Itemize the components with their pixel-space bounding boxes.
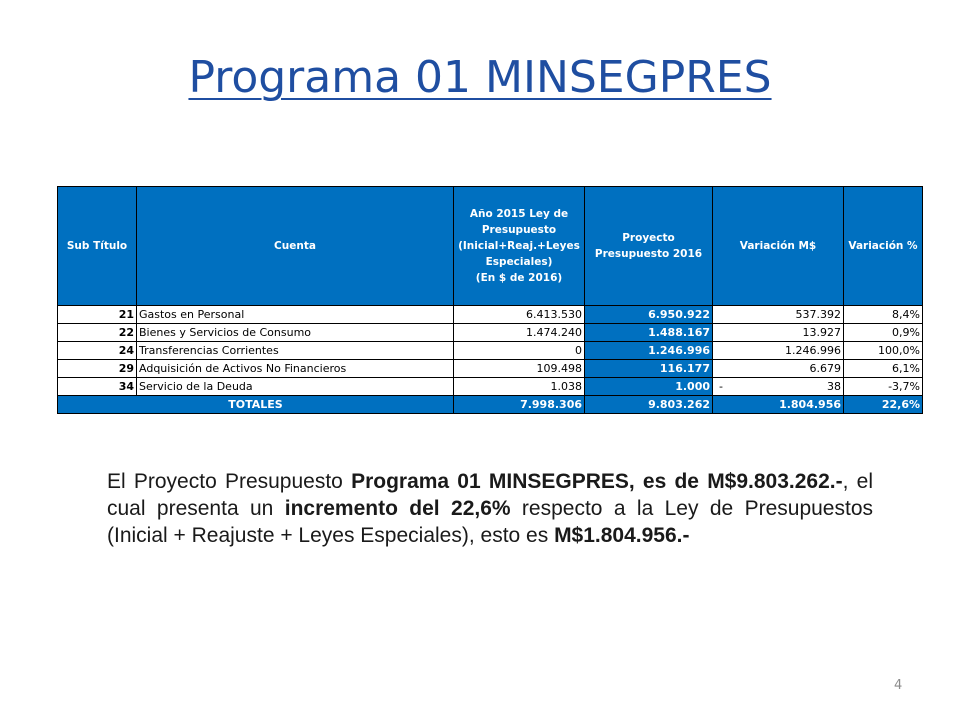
cell-ley: 109.498 [454,360,585,378]
header-proyecto: Proyecto Presupuesto 2016 [585,187,713,306]
cell-variacion-value: 1.246.996 [785,344,841,357]
table-row [58,342,923,360]
cell-variacion-pct: 0,9% [844,324,923,342]
cell-variacion-m [713,360,844,378]
table-row [58,360,923,378]
cell-ley: 1.038 [454,378,585,396]
totals-ley: 7.998.306 [454,396,585,414]
summary-text-2: , el cual presenta un [107,470,874,520]
cell-proyecto: 6.950.922 [585,306,713,324]
summary-text-1: El Proyecto Presupuesto [107,470,352,493]
cell-variacion-m [713,324,844,342]
header-ley-line1: Año 2015 Ley de Presupuesto (Inicial+Reaj.+Leyes Especiales) [458,208,580,268]
cell-variacion-sign: - [719,380,723,393]
cell-cuenta: Transferencias Corrientes [137,342,454,360]
summary-bold-3: M$1.804.956.- [554,524,690,547]
summary-bold-2: incremento del 22,6% [284,497,511,520]
cell-proyecto: 1.000 [585,378,713,396]
cell-proyecto: 116.177 [585,360,713,378]
cell-variacion-pct: -3,7% [844,378,923,396]
budget-table [57,186,923,414]
totals-variacion-m: 1.804.956 [713,396,844,414]
cell-variacion-value: 537.392 [795,308,841,321]
cell-variacion-m [713,342,844,360]
cell-sub: 29 [58,360,137,378]
header-variacion-m: Variación M$ [713,187,844,306]
cell-variacion-value: 6.679 [809,362,841,375]
table-row [58,324,923,342]
cell-cuenta: Adquisición de Activos No Financieros [137,360,454,378]
cell-variacion-m [713,306,844,324]
header-cuenta: Cuenta [137,187,454,306]
cell-variacion-m [713,378,844,396]
cell-cuenta: Servicio de la Deuda [137,378,454,396]
cell-ley: 0 [454,342,585,360]
cell-cuenta: Bienes y Servicios de Consumo [137,324,454,342]
totals-proyecto: 9.803.262 [585,396,713,414]
summary-bold-1: Programa 01 MINSEGPRES, es de M$9.803.262.- [351,470,843,493]
cell-variacion-pct: 100,0% [844,342,923,360]
cell-sub: 21 [58,306,137,324]
header-sub-titulo: Sub Título [58,187,137,306]
header-ley-line2: (En $ de 2016) [475,272,563,284]
cell-proyecto: 1.488.167 [585,324,713,342]
cell-sub: 34 [58,378,137,396]
summary-paragraph [107,468,873,549]
cell-variacion-value: 38 [827,380,841,393]
cell-sub: 22 [58,324,137,342]
totals-label: TOTALES [58,396,454,414]
cell-variacion-pct: 6,1% [844,360,923,378]
table-row [58,306,923,324]
totals-variacion-pct: 22,6% [844,396,923,414]
table-row [58,378,923,396]
summary-text-3: respecto a la Ley de Presupuestos (Inicial + Reajuste + Leyes Especiales), esto es [107,497,874,547]
cell-cuenta: Gastos en Personal [137,306,454,324]
cell-sub: 24 [58,342,137,360]
cell-ley: 1.474.240 [454,324,585,342]
table-header-row [58,187,923,306]
header-variacion-pct: Variación % [844,187,923,306]
cell-ley: 6.413.530 [454,306,585,324]
page-number: 4 [894,678,903,693]
totals-row [58,396,923,414]
cell-variacion-pct: 8,4% [844,306,923,324]
slide-title: Programa 01 MINSEGPRES [188,52,772,103]
cell-proyecto: 1.246.996 [585,342,713,360]
cell-variacion-value: 13.927 [802,326,841,339]
header-ley-presupuesto [454,187,585,306]
